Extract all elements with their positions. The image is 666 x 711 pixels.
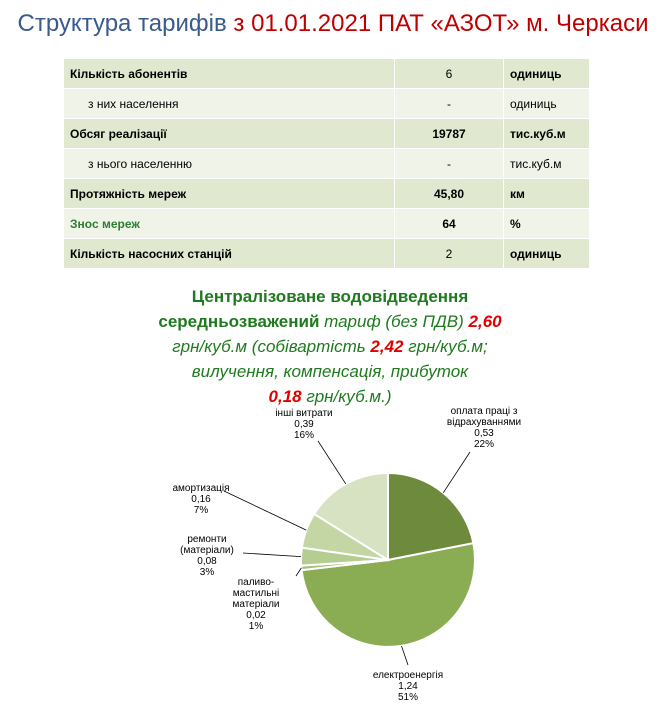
desc-line3-b: грн/куб.м;	[403, 337, 488, 356]
table-row	[64, 89, 590, 119]
row-label: Знос мереж	[64, 209, 395, 239]
row-value: 2	[395, 239, 504, 269]
tariff-description	[120, 284, 540, 409]
tariff-value: 2,60	[468, 312, 502, 331]
leader-line	[243, 553, 301, 557]
title-part1: Структура тарифів	[17, 10, 227, 37]
tariff-table	[63, 58, 590, 269]
row-label: з них населення	[64, 89, 395, 119]
row-unit: км	[504, 179, 590, 209]
row-unit: тис.куб.м	[504, 119, 590, 149]
desc-line2-bold: середньозважений	[158, 312, 320, 331]
row-value: -	[395, 149, 504, 179]
table-row	[64, 59, 590, 89]
slice-label: оплата праці з відрахуваннями 0,53 22%	[446, 406, 522, 450]
desc-line1: Централізоване водовідведення	[191, 287, 469, 306]
page-title	[0, 10, 666, 38]
row-value: 19787	[395, 119, 504, 149]
table-row	[64, 239, 590, 269]
title-part2: з 01.01.2021 ПАТ «АЗОТ» м. Черкаси	[233, 10, 649, 37]
row-value: 45,80	[395, 179, 504, 209]
row-value: -	[395, 89, 504, 119]
row-unit: одиниць	[504, 239, 590, 269]
slice-label: ремонти (матеріали) 0,08 3%	[180, 534, 234, 578]
row-unit: одиниць	[504, 59, 590, 89]
row-unit: одиниць	[504, 89, 590, 119]
table-row	[64, 119, 590, 149]
row-label: з нього населенню	[64, 149, 395, 179]
desc-line4: вилучення, компенсація, прибуток	[191, 362, 469, 381]
row-value: 64	[395, 209, 504, 239]
table-row	[64, 179, 590, 209]
desc-line5: грн/куб.м.)	[301, 387, 392, 406]
slice-label: амортизація 0,16 7%	[172, 483, 230, 516]
leader-line	[318, 441, 346, 484]
profit-value: 0,18	[268, 387, 302, 406]
desc-line3-a: грн/куб.м (собівартість	[172, 337, 371, 356]
row-label: Кількість насосних станцій	[64, 239, 395, 269]
row-label: Протяжність мереж	[64, 179, 395, 209]
slice-label: паливо-мастильні матеріали 0,02 1%	[232, 577, 280, 632]
table-row	[64, 149, 590, 179]
slice-label: інші витрати 0,39 16%	[275, 408, 333, 441]
leader-line	[443, 452, 470, 493]
cost-value: 2,42	[370, 337, 404, 356]
row-label: Обсяг реалізації	[64, 119, 395, 149]
row-unit: тис.куб.м	[504, 149, 590, 179]
row-unit: %	[504, 209, 590, 239]
row-label: Кількість абонентів	[64, 59, 395, 89]
row-value: 6	[395, 59, 504, 89]
pie-chart	[0, 395, 666, 711]
leader-line	[296, 568, 301, 576]
desc-line2-italic: тариф (без ПДВ)	[319, 312, 469, 331]
slice-label: електроенергія 1,24 51%	[372, 670, 444, 703]
leader-line	[224, 491, 306, 530]
table-row	[64, 209, 590, 239]
leader-line	[402, 646, 409, 665]
